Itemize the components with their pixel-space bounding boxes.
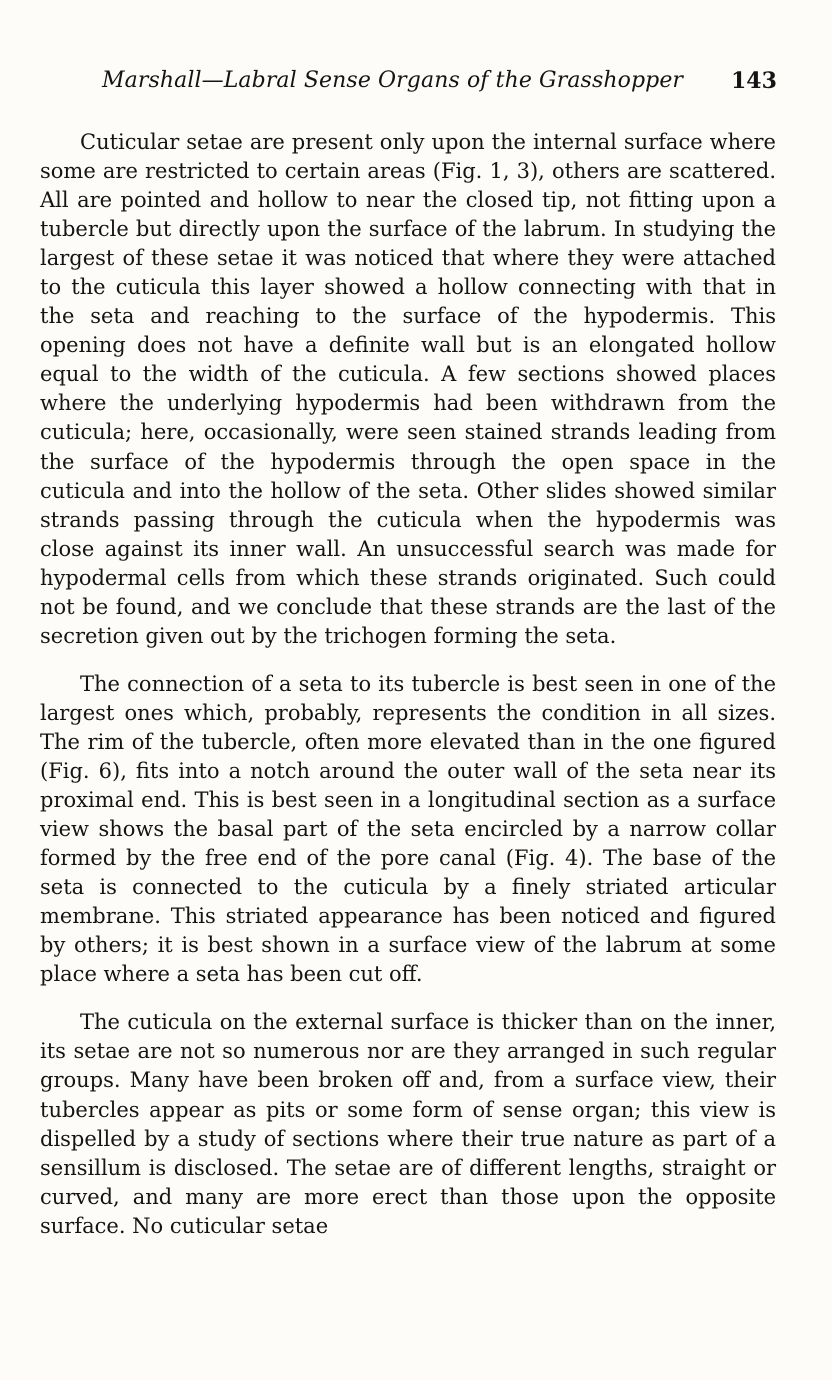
paragraph-external-cuticula: The cuticula on the external surface is thicker than on the inner, its setae are not so numerous nor are they arranged in such regular groups. Many have been broken off and, from a surface view, their tubercles appear as pits or some form of sense organ; this view is dispelled by a study of sections where their true nature as part of a sensillum is disclosed. The setae are of different lengths, straight or curved, and many are more erect than those upon the opposite surface. No cuticular setae [40, 1010, 776, 1238]
page-header [0, 68, 832, 104]
paragraph-cuticular-setae: Cuticular setae are present only upon the internal surface where some are restricted to certain areas (Fig. 1, 3), others are scattered. All are pointed and hollow to near the closed tip, not fitting upon a tubercle but directly upon the surface of the labrum. In studying the largest of these setae it was noticed that where they were attached to the cuticula this layer showed a hollow connecting with that in the seta and reaching to the surface of the hypodermis. This opening does not have a definite wall but is an elongated hollow equal to the width of the cuticula. A few sections showed places where the underlying hypodermis had been withdrawn from the cuticula; here, occasionally, were seen stained strands leading from the surface of the hypodermis through the open space in the cuticula and into the hollow of the seta. Other slides showed similar strands passing through the cuticula when the hypodermis was close against its inner wall. An unsuccessful search was made for hypodermal cells from which these strands originated. Such could not be found, and we conclude that these strands are the last of the secretion given out by the trichogen forming the seta. [40, 130, 776, 648]
running-title: Marshall—Labral Sense Organs of the Grasshopper [102, 68, 684, 93]
page-number: 143 [731, 68, 777, 94]
paragraph-seta-tubercle-connection: The connection of a seta to its tubercle is best seen in one of the largest ones which, probably, represents the condition in all sizes. The rim of the tubercle, often more elevated than in the one figured (Fig. 6), fits into a notch around the outer wall of the seta near its proximal end. This is best seen in a longitudinal section as a surface view shows the basal part of the seta encircled by a narrow collar formed by the free end of the pore canal (Fig. 4). The base of the seta is connected to the cuticula by a finely striated articular membrane. This striated appearance has been noticed and figured by others; it is best shown in a surface view of the labrum at some place where a seta has been cut off. [40, 671, 776, 987]
body-text [40, 128, 776, 1241]
